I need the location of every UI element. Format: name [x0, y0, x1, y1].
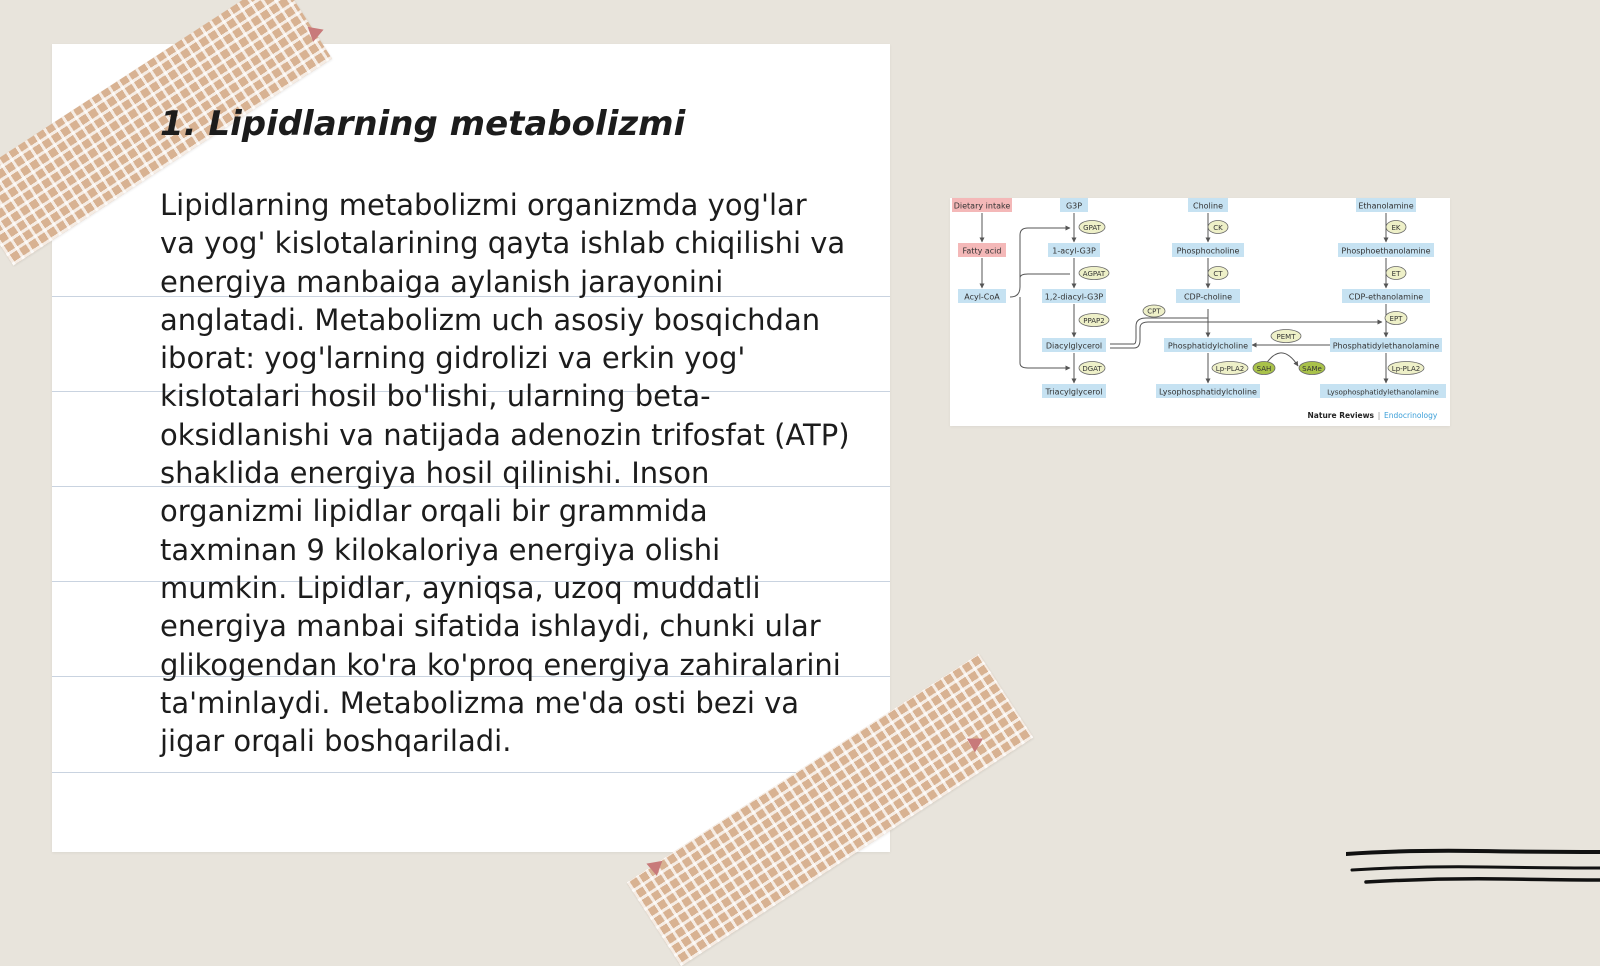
lipid-pathway-figure	[950, 198, 1450, 426]
node-lysophosphatidylethanolamine-label: Lysophosphatidylethanolamine	[1327, 387, 1439, 397]
node-triacylglycerol-label: Triacylglycerol	[1045, 387, 1103, 397]
decorative-brush-strokes	[1346, 846, 1600, 894]
enzyme-lp-pla2-pe-label: Lp-PLA2	[1391, 364, 1421, 373]
enzyme-et-label: ET	[1391, 269, 1401, 278]
ruled-line	[52, 772, 890, 773]
node-acyl-g3p-label: 1-acyl-G3P	[1052, 246, 1096, 256]
node-lysophosphatidylcholine-label: Lysophosphatidylcholine	[1159, 387, 1257, 397]
enzyme-ck-label: CK	[1213, 223, 1223, 232]
figure-credit-journal: Nature Reviews	[1307, 411, 1374, 420]
enzyme-pemt-label: PEMT	[1276, 332, 1296, 341]
node-choline-label: Choline	[1193, 201, 1223, 211]
enzyme-ppap2-label: PPAP2	[1083, 316, 1105, 325]
node-phosphatidylcholine-label: Phosphatidylcholine	[1167, 341, 1249, 351]
node-phosphatidylethanolamine-label: Phosphatidylethanolamine	[1332, 341, 1440, 351]
node-dietary-intake-label: Dietary intake	[953, 201, 1011, 211]
cofactor-sah-label: SAH	[1256, 364, 1272, 373]
node-cdp-ethanolamine-label: CDP-ethanolamine	[1348, 292, 1424, 302]
enzyme-dgat-label: DGAT	[1082, 364, 1102, 373]
enzyme-ept-label: EPT	[1389, 314, 1403, 323]
node-diacylglycerol-label: Diacylglycerol	[1045, 341, 1103, 351]
slide-body-text: Lipidlarning metabolizmi organizmda yog'lar va yog' kislotalarining qayta ishlab chiqilishi va energiya manbaiga aylanish jarayonini anglatadi. Metabolizm uch asosiy bosqichdan iborat: yog'larning gidrolizi va erkin yog' kislotalari hosil bo'lishi, ularning beta-oksidlanishi va natijada adenozin trifosfat (ATP) shaklida energiya hosil qilinishi. Inson organizmi lipidlar orqali bir grammida taxminan 9 kilokaloriya energiya olishi mumkin. Lipidlar, ayniqsa, uzoq muddatli energiya manbai sifatida ishlaydi, chunki ular glikogendan ko'ra ko'proq energiya zahiralarini ta'minlaydi. Metabolizma me'da osti bezi va jigar orqali boshqariladi.	[160, 188, 850, 759]
figure-credit-separator: |	[1377, 411, 1381, 420]
node-ethanolamine-label: Ethanolamine	[1358, 201, 1414, 211]
node-diacyl-g3p-label: 1,2-diacyl-G3P	[1044, 292, 1104, 302]
node-acyl-coa-label: Acyl-CoA	[964, 292, 1000, 302]
node-cdp-choline-label: CDP-choline	[1183, 292, 1233, 302]
node-phosphoethanolamine-label: Phosphoethanolamine	[1341, 246, 1431, 256]
enzyme-gpat-label: GPAT	[1083, 223, 1101, 232]
slide-title: 1. Lipidlarning metabolizmi	[160, 104, 686, 144]
enzyme-cpt-label: CPT	[1147, 307, 1161, 316]
cofactor-same-label: SAMe	[1302, 364, 1322, 373]
enzyme-ek-label: EK	[1391, 223, 1401, 232]
node-phosphocholine-label: Phosphocholine	[1176, 246, 1240, 256]
figure-credit-field: Endocrinology	[1384, 411, 1438, 420]
node-g3p-label: G3P	[1065, 201, 1083, 211]
enzyme-lp-pla2-pc-label: Lp-PLA2	[1215, 364, 1245, 373]
enzyme-ct-label: CT	[1213, 269, 1223, 278]
pathway-diagram	[950, 198, 1450, 426]
node-fatty-acid-label: Fatty acid	[962, 246, 1002, 256]
enzyme-agpat-label: AGPAT	[1082, 269, 1106, 278]
